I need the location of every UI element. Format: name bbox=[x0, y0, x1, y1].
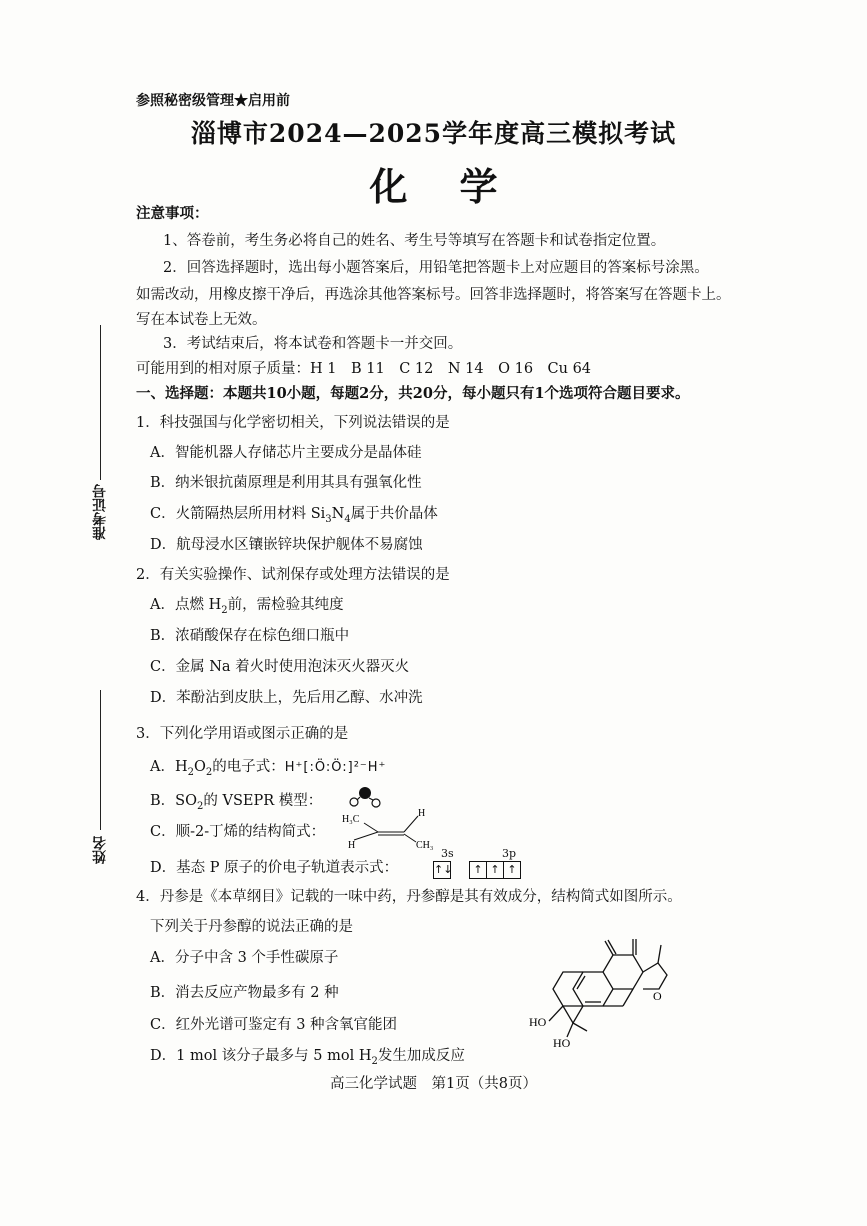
q3-option-b bbox=[150, 791, 322, 817]
q3-option-d: D．基态 P 原子的价电子轨道表示式： bbox=[150, 860, 399, 876]
q1-c-n: N bbox=[331, 506, 345, 522]
q2-option-d: D．苯酚沾到皮肤上，先后用乙醇、水冲洗 bbox=[150, 690, 423, 706]
struct-h-top: H bbox=[418, 808, 426, 819]
hydroxyl-label-1: HO bbox=[529, 1015, 547, 1029]
q2-a-sub: 2 bbox=[221, 604, 228, 616]
orbital-3p bbox=[470, 861, 521, 879]
q1-stem: 1．科技强国与化学密切相关，下列说法错误的是 bbox=[136, 415, 450, 431]
q1-option-d: D．航母浸水区镶嵌锌块保护舰体不易腐蚀 bbox=[150, 537, 423, 553]
secret-note: 参照秘密级管理★启用前 bbox=[136, 93, 290, 109]
q2-stem: 2．有关实验操作、试剂保存或处理方法错误的是 bbox=[136, 567, 450, 583]
electron-formula: H⁺[:Ö:Ö:]²⁻H⁺ bbox=[284, 760, 387, 775]
q2-option-a bbox=[150, 595, 344, 621]
q3-a-sub2: 2 bbox=[205, 766, 213, 778]
q1-option-a: A．智能机器人存储芯片主要成分是晶体硅 bbox=[150, 445, 422, 461]
notice-item-2-cont: 如需改动，用橡皮擦干净后，再选涂其他答案标号。回答非选择题时，将答案写在答题卡上。 bbox=[136, 287, 731, 303]
notice-item-3: 3．考试结束后，将本试卷和答题卡一并交回。 bbox=[163, 336, 463, 352]
q1-c-sub2: 4 bbox=[344, 513, 351, 525]
orbital-3s-box: ↑↓ bbox=[433, 861, 451, 879]
q4-d-post: 发生加成反应 bbox=[377, 1048, 465, 1064]
hydroxyl-label-2: HO bbox=[553, 1036, 571, 1050]
q3-b-sub: 2 bbox=[196, 800, 204, 812]
danshenol-structure bbox=[525, 925, 700, 1055]
page-footer: 高三化学试题 第1页（共8页） bbox=[330, 1076, 537, 1092]
struct-h3c: H₃C bbox=[342, 814, 360, 825]
q2-a-text: A．点燃 H bbox=[150, 597, 222, 613]
q1-c-text: C．火箭隔热层所用材料 Si bbox=[150, 506, 326, 522]
q4-option-d bbox=[150, 1046, 465, 1072]
orbital-3p-box-1: ↑ bbox=[469, 861, 487, 879]
notice-item-2: 2．回答选择题时，选出每小题答案后，用铅笔把答题卡上对应题目的答案标号涂黑。 bbox=[163, 260, 709, 276]
q2-a-post: 前，需检验其纯度 bbox=[227, 597, 344, 613]
q4-option-a: A．分子中含 3 个手性碳原子 bbox=[150, 950, 339, 966]
exam-no-line bbox=[100, 325, 101, 480]
exam-title: 淄博市2024—2025学年度高三模拟考试 bbox=[190, 119, 677, 148]
name-line bbox=[100, 690, 101, 830]
orbital-3p-box-3: ↑ bbox=[503, 861, 521, 879]
q1-c-post: 属于共价晶体 bbox=[350, 506, 438, 522]
orbital-3s bbox=[434, 861, 451, 879]
exam-no-label: 准考证号 bbox=[92, 484, 108, 540]
struct-h-bot: H bbox=[348, 840, 356, 851]
q4-d-sub: 2 bbox=[371, 1055, 378, 1067]
furan-oxygen-label: O bbox=[653, 989, 662, 1003]
notice-item-2-end: 写在本试卷上无效。 bbox=[136, 312, 267, 328]
cis-2-butene-structure bbox=[342, 806, 437, 854]
notice-item-1: 1、答卷前，考生务必将自己的姓名、考生号等填写在答题卡和试卷指定位置。 bbox=[163, 233, 666, 249]
s-atom bbox=[359, 787, 371, 799]
q3-b-post: 的 VSEPR 模型： bbox=[203, 793, 323, 809]
q4-option-b: B．消去反应产物最多有 2 种 bbox=[150, 985, 339, 1001]
struct-ch3: CH₃ bbox=[416, 840, 434, 851]
q1-option-c bbox=[150, 504, 438, 530]
q3-option-c: C．顺-2-丁烯的结构简式： bbox=[150, 824, 326, 840]
q3-b-text: B．SO bbox=[150, 793, 197, 809]
q4-stem: 4．丹参是《本草纲目》记载的一味中药，丹参醇是其有效成分，结构简式如图所示。 bbox=[136, 889, 682, 905]
orbital-label-3p: 3p bbox=[502, 847, 517, 860]
q4-option-c: C．红外光谱可鉴定有 3 种含氧官能团 bbox=[150, 1017, 398, 1033]
name-label: 姓名 bbox=[92, 836, 108, 864]
q3-a-text: A．H bbox=[150, 759, 188, 775]
q3-a-sub1: 2 bbox=[187, 766, 194, 778]
q3-a-post: 的电子式： bbox=[212, 759, 285, 775]
q1-option-b: B．纳米银抗菌原理是利用其具有强氧化性 bbox=[150, 475, 422, 491]
q4-stem-2: 下列关于丹参醇的说法正确的是 bbox=[150, 919, 353, 935]
notice-heading: 注意事项： bbox=[136, 205, 209, 222]
o-atom-left bbox=[350, 798, 358, 806]
q2-option-c: C．金属 Na 着火时使用泡沫灭火器灭火 bbox=[150, 659, 410, 675]
atomic-mass: 可能用到的相对原子质量：H 1 B 11 C 12 N 14 O 16 Cu 64 bbox=[136, 361, 592, 377]
q4-d-text: D．1 mol 该分子最多与 5 mol H bbox=[150, 1048, 372, 1064]
orbital-label-3s: 3s bbox=[441, 847, 454, 860]
q3-stem: 3．下列化学用语或图示正确的是 bbox=[136, 726, 349, 742]
orbital-3p-box-2: ↑ bbox=[486, 861, 504, 879]
q3-a-o: O bbox=[194, 759, 206, 775]
q2-option-b: B．浓硝酸保存在棕色细口瓶中 bbox=[150, 628, 350, 644]
q3-option-a bbox=[150, 757, 386, 783]
q1-c-sub1: 3 bbox=[325, 513, 332, 525]
subject-title: 化学 bbox=[369, 164, 550, 209]
section-heading: 一、选择题：本题共10小题，每题2分，共20分，每小题只有1个选项符合题目要求。 bbox=[136, 385, 690, 402]
